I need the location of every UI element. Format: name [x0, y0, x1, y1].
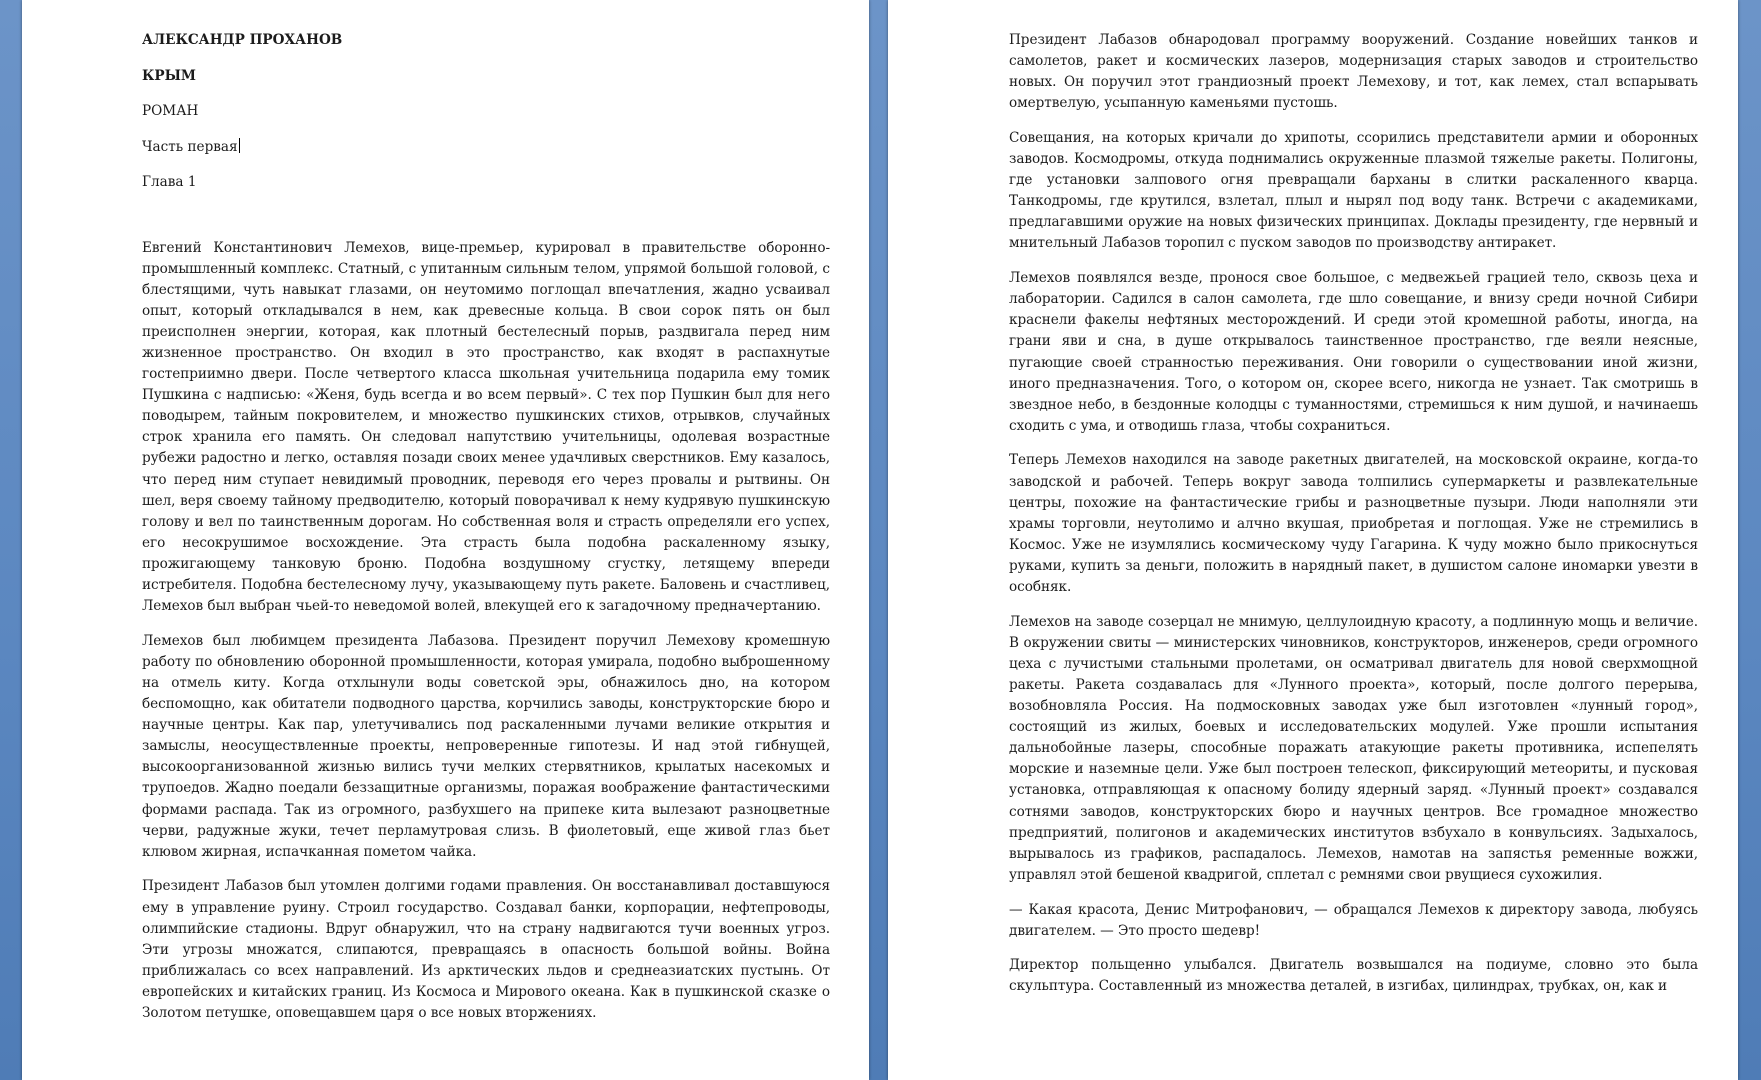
part-heading-text: Часть первая — [142, 138, 238, 155]
paragraph: Евгений Константинович Лемехов, вице-премьер, курировал в правительстве оборонно-промышленный комплекс. Статный, с упитанным сильным телом, упрямой большой головой, с блестящими, чуть навыкат глазами, он неутомимо поглощал впечатления, жадно усваивал опыт, который откладывался в нем, как древесные кольца. В свои сорок пять он был преисполнен энергии, которая, как плотный бестелесный порыв, раздвигала перед ним жизненное пространство. Он входил в это пространство, как входят в распахнутые гостеприимно двери. После четвертого класса школьная учительница подарила ему томик Пушкина с надписью: «Женя, будь всегда и во всем первый». С тех пор Пушкин был для него поводырем, тайным покровителем, и множество пушкинских стихов, отрывков, случайных строк хранила его память. Он следовал напутствию учительницы, одолевая возрастные рубежи радостно и легко, оставляя позади своих менее удачливых сверстников. Ему казалось, что перед ним ступает невидимый проводник, переводя его через провалы и рытвины. Он шел, веря своему тайному предводителю, который поворачивал к нему кудрявую пушкинскую голову и вел по таинственным дорогам. Но собственная воля и страсть определяли его успех, его несокрушимое восхождение. Эта страсть была подобна раскаленному языку, прожигающему танковую броню. Подобна воздушному сгустку, летящему впереди истребителя. Подобна бестелесному лучу, указывающему путь ракете. Баловень и счастливец, Лемехов был выбран чьей-то неведомой волей, влекущей его к загадочному предначертанию. — [142, 239, 830, 615]
blank-line — [142, 208, 830, 238]
document-page-right[interactable] — [888, 0, 1738, 1080]
document-page-left[interactable] — [22, 0, 869, 1080]
genre-label: РОМАН — [142, 103, 199, 119]
book-title: КРЫМ — [142, 67, 196, 84]
paragraph: Лемехов на заводе созерцал не мнимую, целлулоидную красоту, а подлинную мощь и величие. В окружении свиты — министерских чиновников, конструкторов, инженеров, среди огромного цеха с лучистыми стальными пролетами, он осматривал двигатель для новой сверхмощной ракеты. Ракета создавалась для «Лунного проекта», который, после долгого перерыва, возобновляла Россия. На подмосковных заводах уже был изготовлен «лунный город», состоящий из жилых, боевых и исследовательских модулей. Уже прошли испытания дальнобойные лазеры, способные поражать атакующие ракеты противника, испепелять морские и наземные цели. Уже был построен телескоп, фиксирующий метеориты, и пусковая установка, отправляющая к опасному болиду ядерный заряд. «Лунный проект» создавался сотнями заводов, конструкторских бюро и научных центров. Все громадное множество предприятий, полигонов и академических институтов взбухало в конвульсиях. Задыхалось, вырывалось из графиков, распадалось. Лемехов, намотав на запястья ременные вожжи, управлял этой бешеной квадригой, сплетал с ремнями свои рвущиеся сухожилия. — [1009, 613, 1698, 883]
page-content — [142, 30, 830, 1024]
paragraph: Лемехов был любимцем президента Лабазова. Президент поручил Лемехову кромешную работу по обновлению оборонной промышленности, которая умирала, подобно выброшенному на отмель киту. Когда отхлынули воды советской эры, обнажилось дно, на котором беспомощно, как обитатели подводного царства, корчились заводы, конструкторские бюро и научные центры. Как пар, улетучивались под раскаленными лучами великие открытия и замыслы, неосуществленные проекты, непроверенные гипотезы. И над этой гибнущей, высокоорганизованной жизнью вились тучи мелких стервятников, крылатых насекомых и трупоедов. Жадно поедали беззащитные организмы, поражая воображение фантастическими формами распада. Так из огромного, разбухшего на припеке кита вылезают разноцветные черви, радужные жуки, течет перламутровая слизь. В фиолетовый, еще живой глаз бьет клювом жирная, испачканная пометом чайка. — [142, 632, 830, 860]
text-cursor — [239, 138, 240, 153]
chapter-heading: Глава 1 — [142, 174, 197, 190]
paragraph: Лемехов появлялся везде, пронося свое большое, с медвежьей грацией тело, сквозь цеха и лаборатории. Садился в салон самолета, где шло совещание, и внизу среди ночной Сибири краснели факелы нефтяных месторождений. И среди этой кромешной работы, иногда, на грани яви и сна, в душе открывалось таинственное пространство, где веяли неясные, пугающие своей странностью переживания. Они говорили о существовании иной жизни, иного предназначения. Того, о котором он, скорее всего, никогда не узнает. Так смотришь в звездное небо, в бездонные колодцы с туманностями, стремишься к ним душой, и начинаешь сходить с ума, и отводишь глаза, чтобы сохраниться. — [1009, 270, 1698, 434]
paragraph: Совещания, на которых кричали до хрипоты, ссорились представители армии и оборонных заводов. Космодромы, откуда поднимались окруженные плазмой тяжелые ракеты. Полигоны, где установки залпового огня превращали барханы в слитки раскаленного кварца. Танкодромы, где крутился, взлетал, плыл и нырял под воду танк. Встречи с академиками, предлагавшими оружие на новых физических принципах. Доклады президенту, где нервный и мнительный Лабазов торопил с пуском заводов по производству антиракет. — [1009, 129, 1698, 252]
paragraph: Президент Лабазов обнародовал программу вооружений. Создание новейших танков и самолетов, ракет и космических лазеров, модернизация старых заводов и строительство новых. Он поручил этот грандиозный проект Лемехову, и тот, как лемех, стал вспарывать омертвелую, усыпанную каменьями пустошь. — [1009, 32, 1698, 112]
paragraph: — Какая красота, Денис Митрофанович, — обращался Лемехов к директору завода, любуясь двигателем. — Это просто шедевр! — [1009, 901, 1698, 939]
part-heading[interactable] — [142, 137, 830, 158]
paragraph: Президент Лабазов был утомлен долгими годами правления. Он восстанавливал доставшуюся ему в управление руину. Строил государство. Создавал банки, корпорации, нефтепроводы, олимпийские стадионы. Вдруг обнаружил, что на страну надвигаются тучи военных угроз. Эти угрозы множатся, слипаются, превращаясь в опасность большой войны. Война приближалась со всех направлений. Из арктических льдов и среднеазиатских пустынь. От европейских и китайских границ. Из Космоса и Мирового океана. Как в пушкинской сказке о Золотом петушке, оповещавшем царя о все новых вторжениях. — [142, 878, 830, 1021]
paragraph: Теперь Лемехов находился на заводе ракетных двигателей, на московской окраине, когда-то заводской и рабочей. Теперь вокруг завода толпились супермаркеты и развлекательные центры, похожие на фантастические грибы и разноцветные пузыри. Люди наполняли эти храмы торговли, неутолимо и алчно вкушая, приобретая и поглощая. Уже не стремились в Космос. Уже не изумлялись космическому чуду Гагарина. К чуду можно было прикоснуться руками, купить за деньги, положить в нарядный пакет, в душистом салоне иномарки увезти в особняк. — [1009, 452, 1698, 596]
page-content — [1009, 30, 1698, 998]
author-heading: АЛЕКСАНДР ПРОХАНОВ — [142, 32, 343, 48]
paragraph: Директор польщенно улыбался. Двигатель возвышался на подиуме, словно это была скульптура. Составленный из множества деталей, в изгибах, цилиндрах, трубках, он, как и — [1009, 957, 1698, 995]
